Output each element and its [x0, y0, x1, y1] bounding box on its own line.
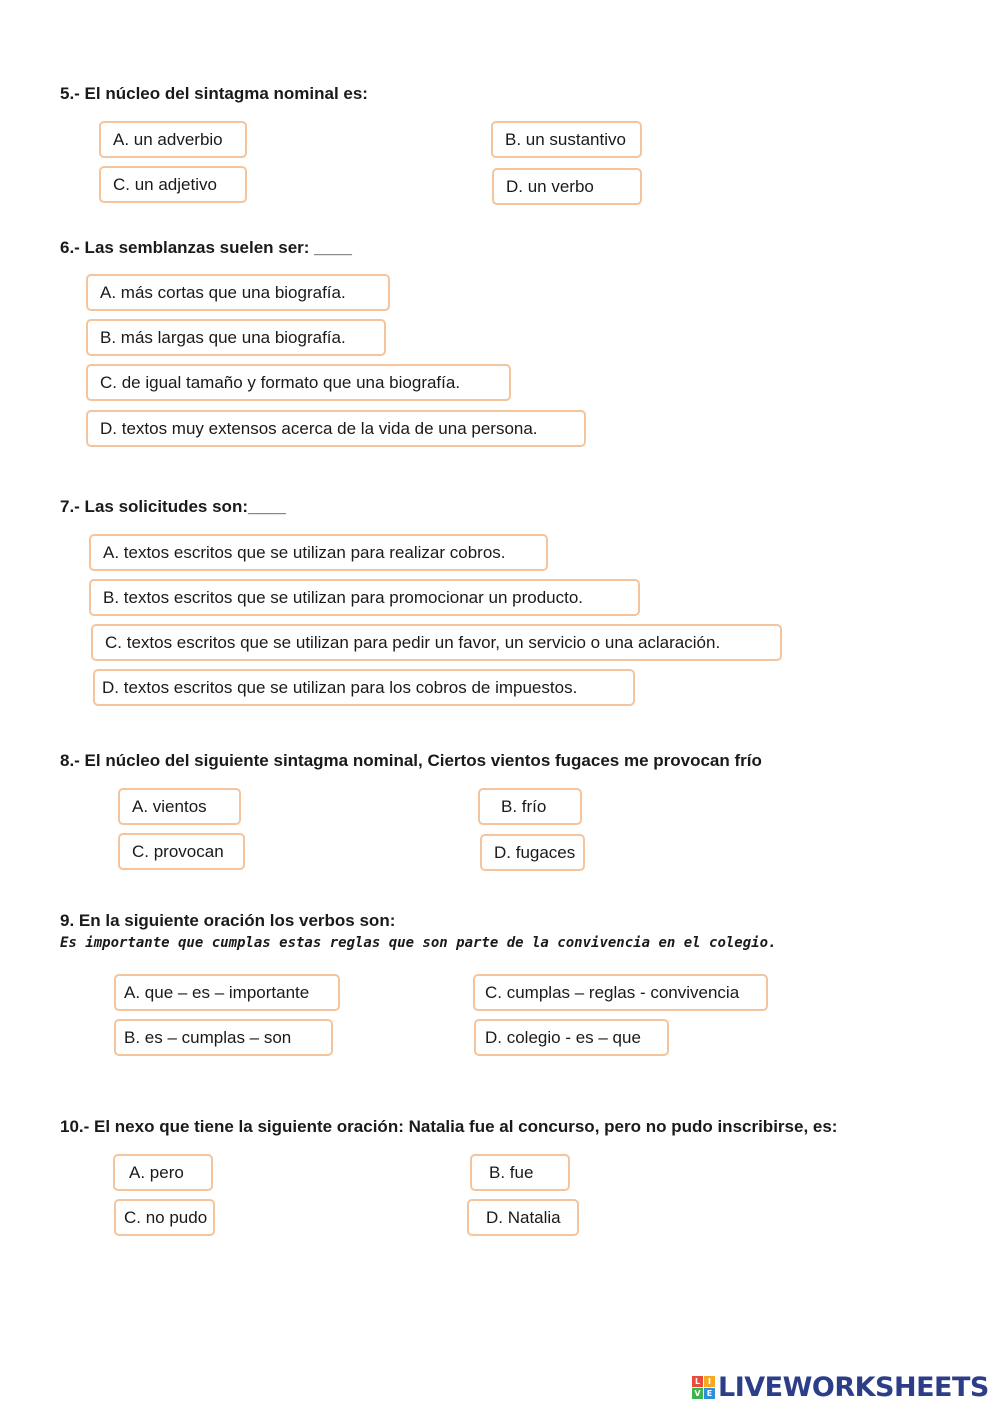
q9-option-a[interactable]: A. que – es – importante: [114, 974, 340, 1011]
q9-option-c[interactable]: C. cumplas – reglas - convivencia: [473, 974, 768, 1011]
question-5: 5.- El núcleo del sintagma nominal es:: [60, 84, 368, 103]
question-7: 7.- Las solicitudes son:____: [60, 497, 286, 516]
q5-option-a[interactable]: A. un adverbio: [99, 121, 247, 158]
q6-option-c[interactable]: C. de igual tamaño y formato que una biografía.: [86, 364, 511, 401]
q6-option-d[interactable]: D. textos muy extensos acerca de la vida de una persona.: [86, 410, 586, 447]
logo-mark-letter: I: [704, 1376, 715, 1387]
q5-option-b[interactable]: B. un sustantivo: [491, 121, 642, 158]
q7-option-d[interactable]: D. textos escritos que se utilizan para los cobros de impuestos.: [93, 669, 635, 706]
liveworksheets-logo-icon: [692, 1376, 715, 1399]
q9-option-d[interactable]: D. colegio - es – que: [474, 1019, 669, 1056]
q10-option-a[interactable]: A. pero: [113, 1154, 213, 1191]
question-9: 9. En la siguiente oración los verbos son:: [60, 911, 396, 930]
q8-option-a[interactable]: A. vientos: [118, 788, 241, 825]
question-10: 10.- El nexo que tiene la siguiente oración: Natalia fue al concurso, pero no pudo inscribirse, es:: [60, 1117, 838, 1136]
q8-option-b[interactable]: B. frío: [478, 788, 582, 825]
q10-option-b[interactable]: B. fue: [470, 1154, 570, 1191]
q7-option-a[interactable]: A. textos escritos que se utilizan para realizar cobros.: [89, 534, 548, 571]
q8-option-c[interactable]: C. provocan: [118, 833, 245, 870]
q6-option-b[interactable]: B. más largas que una biografía.: [86, 319, 386, 356]
question-8: 8.- El núcleo del siguiente sintagma nominal, Ciertos vientos fugaces me provocan frío: [60, 751, 762, 770]
q9-option-b[interactable]: B. es – cumplas – son: [114, 1019, 333, 1056]
liveworksheets-logo: [692, 1372, 989, 1403]
q5-option-c[interactable]: C. un adjetivo: [99, 166, 247, 203]
q7-option-c[interactable]: C. textos escritos que se utilizan para pedir un favor, un servicio o una aclaración.: [91, 624, 782, 661]
logo-mark-letter: V: [692, 1388, 703, 1399]
logo-mark-letter: L: [692, 1376, 703, 1387]
liveworksheets-logo-text: LIVEWORKSHEETS: [718, 1372, 989, 1403]
q5-option-d[interactable]: D. un verbo: [492, 168, 642, 205]
q8-option-d[interactable]: D. fugaces: [480, 834, 585, 871]
logo-mark-letter: E: [704, 1388, 715, 1399]
question-6: 6.- Las semblanzas suelen ser: ____: [60, 238, 352, 257]
q6-option-a[interactable]: A. más cortas que una biografía.: [86, 274, 390, 311]
q10-option-c[interactable]: C. no pudo: [114, 1199, 215, 1236]
q10-option-d[interactable]: D. Natalia: [467, 1199, 579, 1236]
q9-sentence: Es importante que cumplas estas reglas que son parte de la convivencia en el colegio.: [60, 935, 777, 951]
q7-option-b[interactable]: B. textos escritos que se utilizan para promocionar un producto.: [89, 579, 640, 616]
